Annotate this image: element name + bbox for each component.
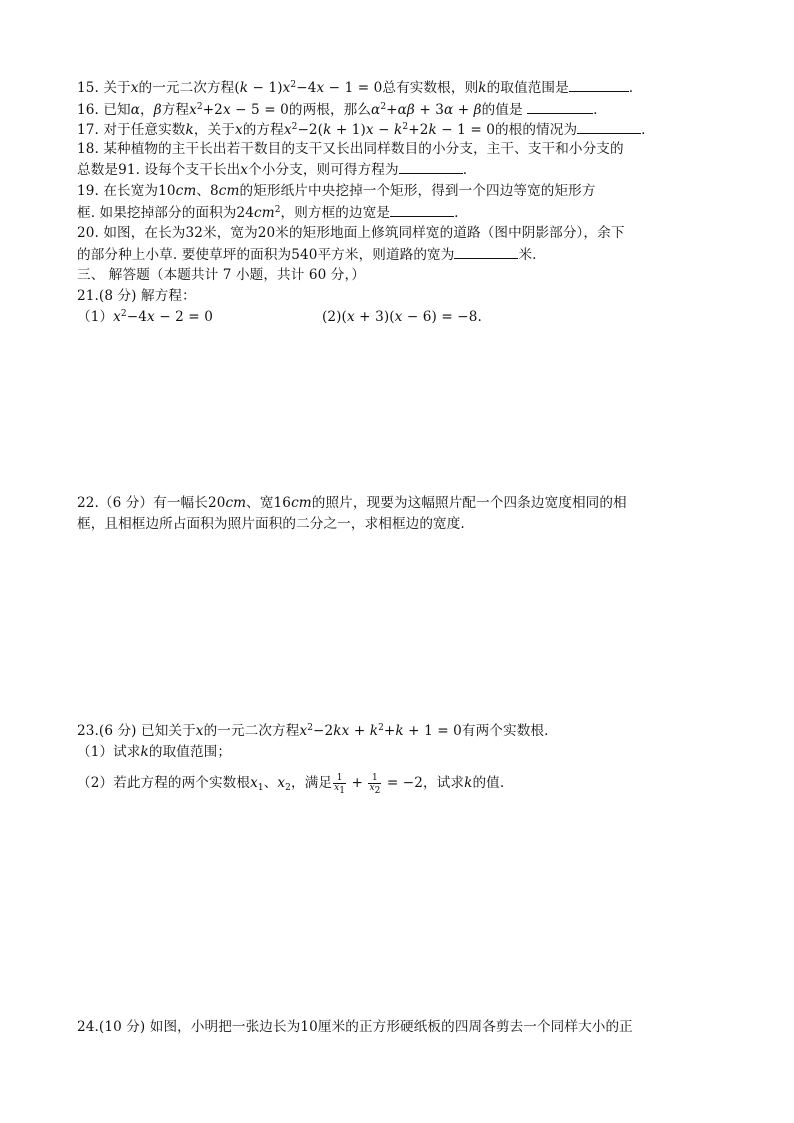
answer-blank-18[interactable] xyxy=(399,160,463,174)
question-22-line-2: 框，且相框边所占面积为照片面积的二分之一，求相框边的宽度. xyxy=(77,516,465,532)
question-15: 15. 关于x的一元二次方程$(k - 1)x^2-4x - 1 = 0$总有实数根，则k的取值范围是 . xyxy=(77,80,634,96)
fraction-1-over-x1: $\frac{1}{x_1}$ xyxy=(334,773,346,796)
question-23-line-1: 23.(6 分) 已知关于x的一元二次方程$x^2-2kx + k^2+k + 1 = 0$有两个实数根. xyxy=(77,723,549,739)
answer-blank-16[interactable] xyxy=(527,100,593,114)
answer-blank-20[interactable] xyxy=(454,245,518,259)
answer-blank-17[interactable] xyxy=(577,120,641,134)
question-19-line-1: 19. 在长宽为10cm、8cm的矩形纸片中央挖掉一个矩形，得到一个四边等宽的矩形方 xyxy=(77,183,596,199)
answer-blank-19[interactable] xyxy=(390,203,454,217)
question-22-line-1: 22.（6 分）有一幅长20cm、宽16cm的照片，现要为这幅照片配一个四条边宽度相同的相 xyxy=(77,495,627,511)
question-21-parts xyxy=(77,308,577,326)
question-24-line-1: 24.(10 分) 如图，小明把一张边长为10厘米的正方形硬纸板的四周各剪去一个同样大小的正 xyxy=(77,1019,633,1035)
question-21-heading: 21.(8 分) 解方程： xyxy=(77,288,196,304)
question-17: 17. 对于任意实数k，关于x的方程$x^2-2(k + 1)x - k^2+2k - 1 = 0$的根的情况为 . xyxy=(77,122,646,138)
answer-blank-15[interactable] xyxy=(569,78,629,92)
question-21-part-2: (2)(x + 3)(x − 6) = −8. xyxy=(322,309,482,325)
question-23-part-1: （1）试求k的取值范围； xyxy=(77,744,232,760)
question-16: 16. 已知α，β方程$x^2+2x - 5 = 0$的两根，那么$\alpha^2+\alpha\beta + 3\alpha + \beta$的值是 . xyxy=(77,102,598,118)
question-20-line-2: 的部分种上小草. 要使草坪的面积为540平方米，则道路的宽为 米. xyxy=(77,247,537,263)
question-18-line-1: 18. 某种植物的主干长出若干数目的支干又长出同样数目的小分支，主干、支干和小分支的 xyxy=(77,141,624,157)
question-20-line-1: 20. 如图，在长为32米，宽为20米的矩形地面上修筑同样宽的道路（图中阴影部分），余下 xyxy=(77,225,625,241)
question-19-line-2: 框. 如果挖掉部分的面积为$24cm^2$，则方框的边宽是 . xyxy=(77,205,459,221)
question-18-line-2: 总数是91. 设每个支干长出x个小分支，则可得方程为 . xyxy=(77,162,468,178)
question-23-part-2: （2）若此方程的两个实数根$x_1$、$x_2$，满足 $\frac{1}{x_1}$ + $\frac{1}{x_2}$ = −2，试求k的值. xyxy=(77,773,505,796)
fraction-1-over-x2: $\frac{1}{x_2}$ xyxy=(369,773,381,796)
question-21-part-1: $(1)x^2-4x - 2 = 0$ xyxy=(77,309,213,325)
section-3-heading: 三、 解答题（本题共计 7 小题，共计 60 分，） xyxy=(77,267,366,283)
